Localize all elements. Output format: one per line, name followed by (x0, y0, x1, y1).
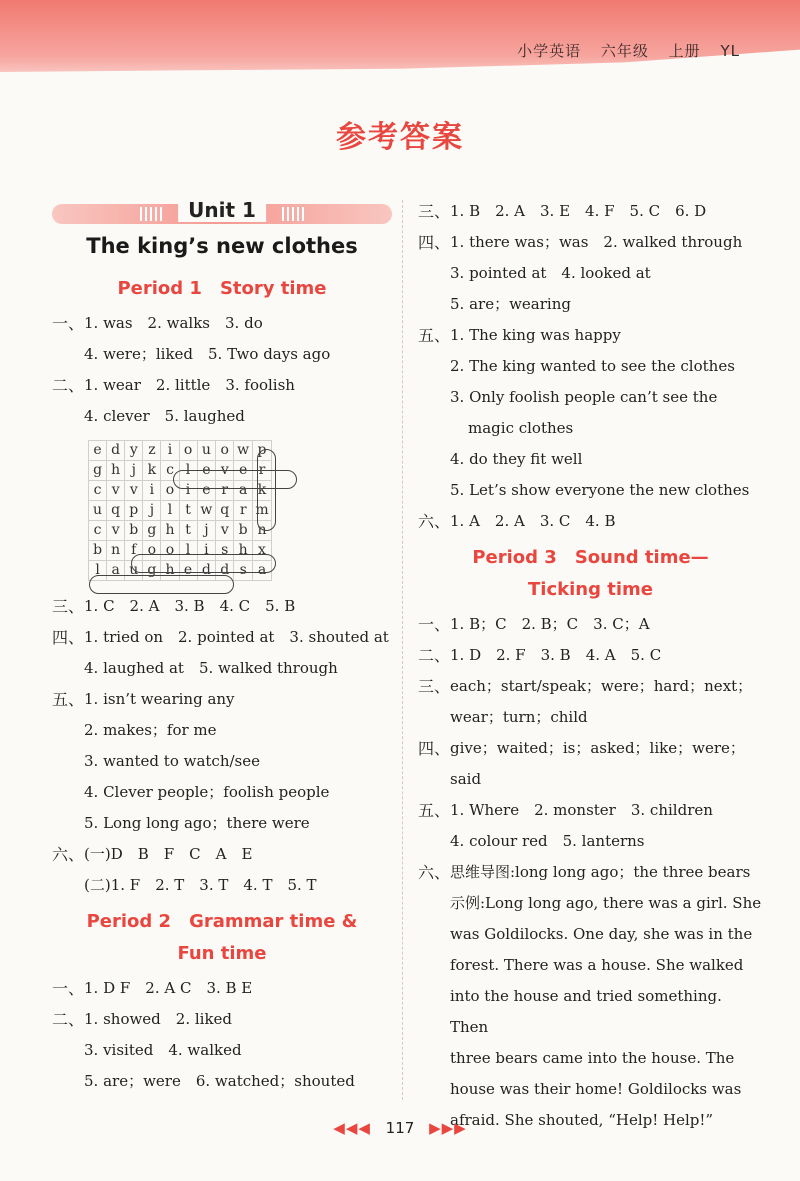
right-column (418, 196, 763, 1136)
grid-cell: o (179, 441, 197, 461)
page-number: 117 (385, 1119, 415, 1137)
grid-cell: l (161, 501, 179, 521)
period-heading: Fun time (177, 943, 267, 964)
grid-cell: i (143, 481, 161, 501)
grid-cell: l (179, 541, 197, 561)
grid-cell: q (216, 501, 234, 521)
answer-text: 2. The king wanted to see the clothes (450, 357, 735, 375)
period-heading: Period 3 Sound time— (472, 547, 709, 568)
grid-cell: p (125, 501, 143, 521)
answer-line (52, 370, 392, 401)
answer-line (418, 382, 763, 413)
grid-cell: s (216, 541, 234, 561)
answer-line (52, 1004, 392, 1035)
answer-text: 4. do they fit well (450, 450, 583, 468)
circled-word (89, 575, 234, 594)
answer-line (52, 684, 392, 715)
answer-line (418, 888, 763, 919)
grid-cell: v (107, 521, 125, 541)
grid-cell: y (125, 441, 143, 461)
grid-cell: m (253, 501, 272, 521)
answer-text: (二)1. F 2. T 3. T 4. T 5. T (84, 876, 317, 894)
question-number: 三、 (52, 597, 85, 616)
prev-arrows: ◀◀◀ (333, 1119, 371, 1137)
answer-line (418, 227, 763, 258)
grid-cell: h (107, 461, 125, 481)
question-number: 二、 (418, 646, 451, 665)
column-divider (402, 200, 403, 1100)
grid-cell: u (125, 561, 143, 581)
answer-text: 1. there was；was 2. walked through (450, 233, 743, 251)
grid-cell: e (89, 441, 107, 461)
question-number: 三、 (418, 202, 451, 221)
answer-text: 示例:Long long ago, there was a girl. She (450, 894, 762, 912)
word-search-grid (52, 440, 272, 581)
answer-line (418, 1074, 763, 1105)
question-number: 六、 (418, 512, 451, 531)
answer-line (418, 826, 763, 857)
circled-word (131, 554, 276, 573)
answer-line (418, 857, 763, 888)
grid-cell: o (216, 441, 234, 461)
grid-cell: k (143, 461, 161, 481)
answer-line (418, 640, 763, 671)
grid-cell: n (107, 541, 125, 561)
circled-word (173, 470, 297, 489)
grid-cell: t (179, 501, 197, 521)
answer-text: 3. wanted to watch/see (84, 752, 261, 770)
question-number: 一、 (418, 615, 451, 634)
grid-cell: e (197, 461, 216, 481)
grid-cell: d (216, 561, 234, 581)
answer-text: 3. Only foolish people can’t see the (450, 388, 718, 406)
grid-cell: s (234, 561, 253, 581)
answer-text: 4. colour red 5. lanterns (450, 832, 645, 850)
header-grade: 六年级 (600, 42, 649, 60)
grid-cell: a (107, 561, 125, 581)
answer-text: 1. wear 2. little 3. foolish (84, 376, 295, 394)
answer-line (52, 401, 392, 432)
banner-decoration (282, 207, 304, 221)
answer-line (52, 839, 392, 870)
answer-line (418, 413, 763, 444)
period-heading: Period 1 Story time (117, 278, 327, 299)
answer-line (418, 702, 763, 733)
grid-cell: r (216, 481, 234, 501)
answer-text: 1. The king was happy (450, 326, 621, 344)
grid-cell: g (143, 521, 161, 541)
grid-cell: c (89, 521, 107, 541)
answer-text: 1. B；C 2. B；C 3. C；A (450, 615, 650, 633)
answer-line (418, 919, 763, 950)
grid-cell: c (161, 461, 179, 481)
grid-cell: b (125, 521, 143, 541)
banner-decoration (140, 207, 162, 221)
answer-line (52, 715, 392, 746)
answer-text: 3. visited 4. walked (84, 1041, 242, 1059)
question-number: 一、 (52, 314, 85, 333)
question-number: 六、 (52, 845, 85, 864)
grid-cell: i (179, 481, 197, 501)
question-number: 五、 (418, 801, 451, 820)
answer-text: said (450, 770, 482, 788)
answer-text: 1. B 2. A 3. E 4. F 5. C 6. D (450, 202, 707, 220)
grid-cell: w (234, 441, 253, 461)
grid-cell: a (234, 481, 253, 501)
grid-cell: e (197, 481, 216, 501)
answer-line (52, 1035, 392, 1066)
question-number: 一、 (52, 979, 85, 998)
question-number: 二、 (52, 376, 85, 395)
grid-cell: k (253, 481, 272, 501)
question-number: 五、 (418, 326, 451, 345)
grid-cell: v (107, 481, 125, 501)
grid-cell: j (143, 501, 161, 521)
answer-text: 1. C 2. A 3. B 4. C 5. B (84, 597, 296, 615)
answer-line (418, 950, 763, 981)
answer-line (52, 339, 392, 370)
answer-text: 1. D 2. F 3. B 4. A 5. C (450, 646, 662, 664)
answer-text: 5. are；were 6. watched；shouted (84, 1072, 355, 1090)
grid-cell: t (179, 521, 197, 541)
answer-line (52, 1066, 392, 1097)
question-number: 四、 (418, 233, 451, 252)
unit-label: Unit 1 (178, 198, 266, 222)
grid-cell: o (161, 481, 179, 501)
grid-cell: b (234, 521, 253, 541)
question-number: 四、 (418, 739, 451, 758)
grid-cell: a (253, 561, 272, 581)
answer-line (52, 622, 392, 653)
answer-text: 5. Long long ago；there were (84, 814, 310, 832)
grid-cell: u (89, 501, 107, 521)
answer-line (52, 308, 392, 339)
grid-cell: l (89, 561, 107, 581)
header-info (503, 40, 740, 61)
answer-line (418, 671, 763, 702)
answer-line (418, 764, 763, 795)
grid-cell: u (197, 441, 216, 461)
answer-line (418, 609, 763, 640)
grid-cell: h (234, 541, 253, 561)
answer-text: 4. laughed at 5. walked through (84, 659, 338, 677)
answer-text: 1. was 2. walks 3. do (84, 314, 263, 332)
grid-cell: h (161, 521, 179, 541)
grid-cell: g (89, 461, 107, 481)
answer-text: 4. were；liked 5. Two days ago (84, 345, 331, 363)
grid-cell: x (253, 541, 272, 561)
grid-cell: v (125, 481, 143, 501)
answer-text: into the house and tried something. Then (450, 987, 722, 1036)
header-edition: YL (720, 42, 740, 60)
answer-text: 思维导图:long long ago；the three bears (450, 863, 751, 881)
question-number: 二、 (52, 1010, 85, 1029)
answer-text: 4. Clever people；foolish people (84, 783, 330, 801)
grid-cell: j (197, 521, 216, 541)
answer-text: afraid. She shouted, “Help! Help!” (450, 1111, 714, 1129)
question-number: 五、 (52, 690, 85, 709)
answer-text: 1. tried on 2. pointed at 3. shouted at (84, 628, 389, 646)
answer-text: give；waited；is；asked；like；were； (450, 739, 745, 757)
grid-cell: n (253, 521, 272, 541)
grid-cell: r (253, 461, 272, 481)
answer-text: 4. clever 5. laughed (84, 407, 245, 425)
grid-cell: o (161, 541, 179, 561)
grid-cell: e (179, 561, 197, 581)
left-column (52, 196, 392, 1097)
answer-line (418, 795, 763, 826)
answer-text: 1. showed 2. liked (84, 1010, 233, 1028)
grid-cell: e (234, 461, 253, 481)
answer-text: forest. There was a house. She walked (450, 956, 744, 974)
answer-line (418, 981, 763, 1043)
grid-cell: i (197, 541, 216, 561)
question-number: 六、 (418, 863, 451, 882)
answer-text: wear；turn；child (450, 708, 588, 726)
answer-line (418, 475, 763, 506)
grid-cell: c (89, 481, 107, 501)
answer-text: 3. pointed at 4. looked at (450, 264, 651, 282)
grid-cell: q (107, 501, 125, 521)
answer-text: 1. A 2. A 3. C 4. B (450, 512, 616, 530)
header-subject: 小学英语 (517, 42, 582, 60)
answer-line (52, 870, 392, 901)
grid-cell: o (143, 541, 161, 561)
answer-line (418, 196, 763, 227)
grid-cell: g (143, 561, 161, 581)
grid-cell: l (179, 461, 197, 481)
grid-cell: h (161, 561, 179, 581)
grid-cell: d (107, 441, 125, 461)
unit-banner (52, 198, 392, 224)
grid-cell: v (216, 461, 234, 481)
answer-line (52, 808, 392, 839)
answer-text: 1. isn’t wearing any (84, 690, 235, 708)
grid-cell: w (197, 501, 216, 521)
answer-text: was Goldilocks. One day, she was in the (450, 925, 753, 943)
answer-text: (一)D B F C A E (84, 845, 253, 863)
grid-cell: p (253, 441, 272, 461)
answer-text: magic clothes (468, 419, 574, 437)
answer-line (52, 653, 392, 684)
answer-line (52, 973, 392, 1004)
answer-line (418, 733, 763, 764)
grid-cell: i (161, 441, 179, 461)
period-heading: Ticking time (528, 579, 653, 600)
grid-cell: v (216, 521, 234, 541)
answer-text: 1. D F 2. A C 3. B E (84, 979, 253, 997)
grid-cell: f (125, 541, 143, 561)
grid-cell: j (125, 461, 143, 481)
circled-word (257, 449, 276, 531)
header-volume: 上册 (668, 42, 701, 60)
question-number: 四、 (52, 628, 85, 647)
answer-text: house was their home! Goldilocks was (450, 1080, 742, 1098)
answer-line (418, 289, 763, 320)
answer-text: 1. Where 2. monster 3. children (450, 801, 713, 819)
answer-text: 2. makes；for me (84, 721, 217, 739)
answer-line (418, 506, 763, 537)
answer-text: 5. Let’s show everyone the new clothes (450, 481, 750, 499)
answer-line (418, 320, 763, 351)
answer-text: each；start/speak；were；hard；next； (450, 677, 753, 695)
period-heading: Period 2 Grammar time & (86, 911, 358, 932)
answer-line (52, 777, 392, 808)
answer-line (418, 351, 763, 382)
answer-line (52, 746, 392, 777)
answer-line (418, 444, 763, 475)
question-number: 三、 (418, 677, 451, 696)
grid-cell: z (143, 441, 161, 461)
answer-text: three bears came into the house. The (450, 1049, 735, 1067)
page-footer (0, 1119, 800, 1137)
grid-cell: r (234, 501, 253, 521)
page-title: 参考答案 (336, 120, 464, 155)
answer-text: 5. are；wearing (450, 295, 571, 313)
answer-line (52, 591, 392, 622)
grid-cell: d (197, 561, 216, 581)
answer-line (418, 258, 763, 289)
answer-line (418, 1043, 763, 1074)
unit-subtitle: The king’s new clothes (86, 234, 358, 258)
grid-cell: b (89, 541, 107, 561)
next-arrows: ▶▶▶ (429, 1119, 467, 1137)
